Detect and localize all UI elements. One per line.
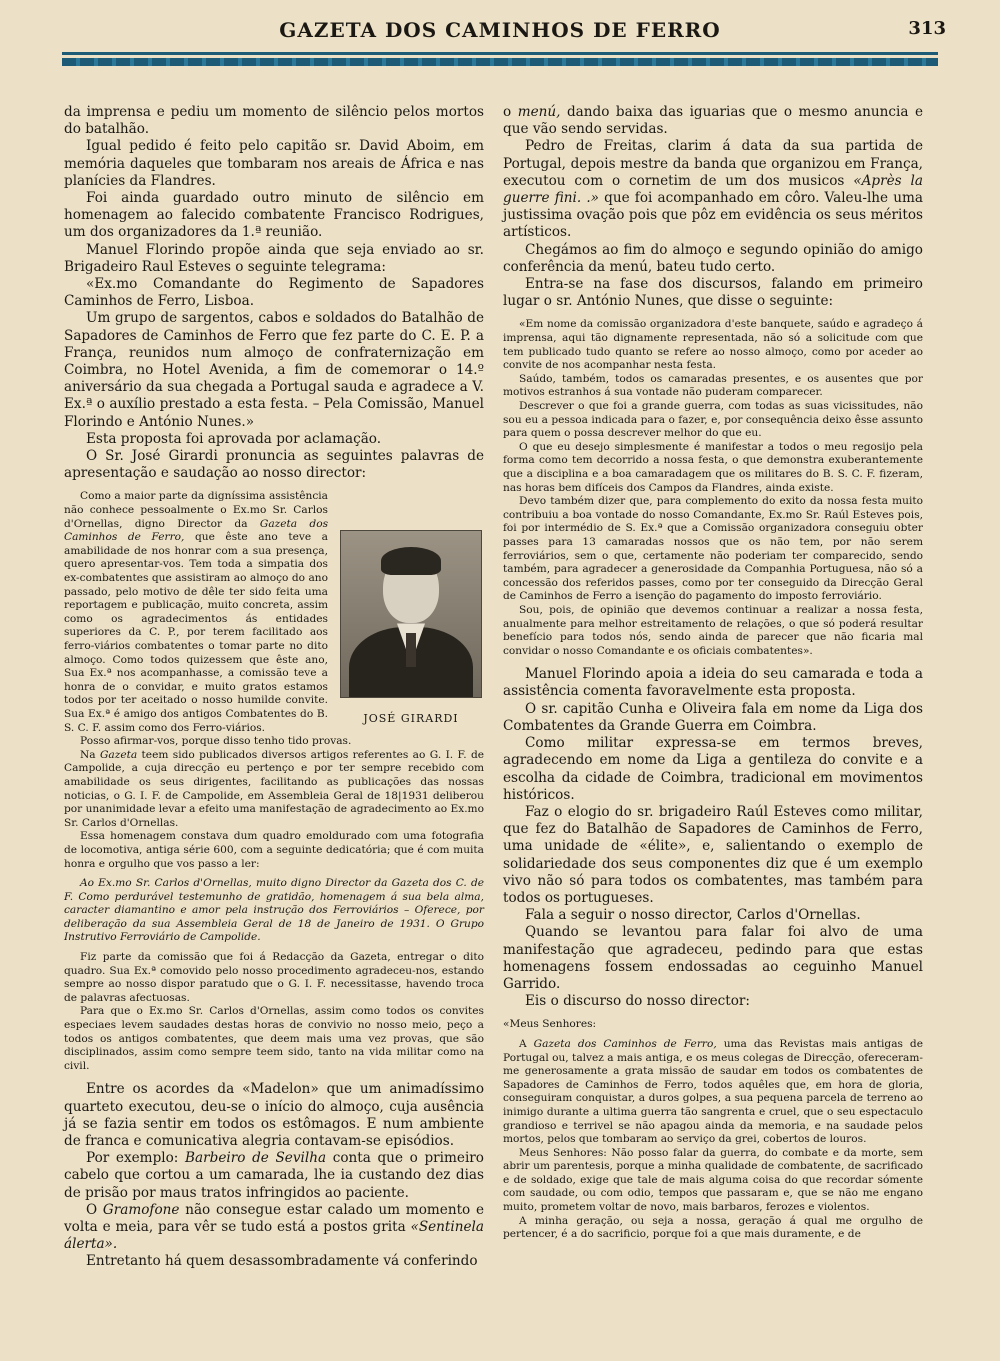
speech-paragraph: Posso afirmar-vos, porque disso tenho tido provas.	[80, 735, 352, 748]
speech-paragraph: Como a maior parte da digníssima assistência não conhece pessoalmente o Ex.mo Sr. Carlos d'Ornellas, digno Director da Gazeta dos Caminhos de Ferro, que êste ano teve a amabilidade de nos honrar com a sua presença, quero apresentar-vos. Tem toda a simpatia dos ex-combatentes que assistiram ao almoço do ano passado, pelo motivo de dêle ter sido feita uma reportagem e publicação, muito concreta, assim como os agradecimentos ás entidades superiores da C. P., por terem facilitado aos ferro-viários combatentes o tomar parte no dito almoço. Como todos quizessem que êste ano, Sua Ex.ª nos acompanhasse, a comissão teve a honra de o convidar, e muito gratos estamos todos por ter aceitado o nosso humilde convite. Sua Ex.ª é amigo dos antigos Combatentes do B. S. C. F. assim como dos Ferro-viários.	[64, 490, 329, 734]
speech-paragraph: Devo também dizer que, para complemento do exito da nossa festa muito contribuiu a boa vontade do nosso Comandante, Ex.mo Sr. Raúl Esteves pois, foi por intermédio de S. Ex.ª que a Comissão organizadora conseguiu obter passes para 13 camaradas nossos que os não tem, por não serem ferroviários, sem o que, certamente não poderiam ter comparecido, sendo também, para agradecer a generosidade da Companhia Portuguesa, não só a concessão dos referidos passes, como por ter conseguido da Direcção Geral de Caminhos de Ferro a isenção do pagamento do imposto ferroviário.	[503, 495, 923, 603]
girardi-speech	[64, 490, 484, 1073]
portrait-photo	[340, 530, 482, 698]
speech-paragraph: Sou, pois, de opinião que devemos continuar a realizar a nossa festa, anualmente para melhor estreitamento de relações, o que só poderá resultar benefício para todos nós, sendo ainda de parecer que não ficaria mal convidar o nosso Comandante e os oficiais combatentes».	[503, 603, 923, 657]
speech-paragraph: Meus Senhores: Não posso falar da guerra, do combate e da morte, sem abrir um parentesis, porque a minha qualidade de combatente, de sacrificado e de soldado, exige que tale de mais alguma coisa do que recordar sómente com saudade, ou com odio, tempos que passaram e, que se não me engano muito, prometem voltar de novo, mais barbaros, ferozes e violentos.	[503, 1146, 923, 1214]
journal-title: GAZETA DOS CAMINHOS DE FERRO	[279, 18, 721, 42]
paragraph: Eis o discurso do nosso director:	[525, 993, 750, 1010]
paragraph: Por exemplo: Barbeiro de Sevilha conta que o primeiro cabelo que cortou a um camarada, lhe ia custando dez dias de prisão por maus tratos infringidos ao paciente.	[64, 1150, 484, 1201]
speech-paragraph: Na Gazeta teem sido publicados diversos artigos referentes ao G. I. F. de Campolide, a cuja direcção eu pertenço e por ter sempre recebido com amabilidade os seus dirigentes, facilitando as publicações das nossas noticias, o G. I. F. de Campolide, em Assembleia Geral de 18|1931 deliberou por unanimidade levar a efeito uma manifestação de agradecimento ao Ex.mo Sr. Carlos d'Ornellas.	[64, 748, 484, 829]
paragraph: O Sr. José Girardi pronuncia as seguintes palavras de apresentação e saudação ao nosso director:	[64, 448, 484, 482]
speech-salutation: «Meus Senhores:	[503, 1018, 597, 1031]
page-number: 313	[908, 18, 946, 39]
paragraph: O Gramofone não consegue estar calado um momento e volta e meia, para vêr se tudo está a postos grita «Sentinela álerta».	[64, 1201, 485, 1253]
paragraph: da imprensa e pediu um momento de silêncio pelos mortos do batalhão.	[64, 104, 484, 138]
paragraph: Chegámos ao fim do almoço e segundo opinião do amigo conferência da menú, bateu tudo certo.	[503, 241, 923, 275]
nunes-speech	[503, 318, 923, 658]
paragraph: Como militar expressa-se em termos breves, agradecendo em nome da Liga a gentileza do convite e a escolha da cidade de Coimbra, tradicional em movimentos históricos.	[503, 735, 923, 803]
paragraph: Igual pedido é feito pelo capitão sr. David Aboim, em memória daqueles que tombaram nos areais de África e nas planícies da Flandres.	[64, 138, 484, 189]
header-rule-thick	[62, 58, 938, 66]
paragraph: Faz o elogio do sr. brigadeiro Raúl Esteves como militar, que fez do Batalhão de Sapadores de Caminhos de Ferro, uma unidade de «élite», e, salientando o exemplo de solidariedade dos seus componentes diz que é um exemplo vivo não só para todos os combatentes, mas também para todos os portugueses.	[503, 803, 923, 906]
ornellas-speech	[503, 1018, 923, 1242]
speech-paragraph: «Em nome da comissão organizadora d'este banquete, saúdo e agradeço á imprensa, aqui tão dignamente representada, não só a solicitude com que tem publicado tudo quanto se refere ao nosso almoço, como por aceder ao convite de nos acompanhar nesta festa.	[503, 318, 923, 372]
header-rule-thin	[62, 52, 938, 55]
speech-paragraph: Fiz parte da comissão que foi á Redacção da Gazeta, entregar o dito quadro. Sua Ex.ª comovido pelo nosso procedimento agradeceu-nos, estando sempre ao nosso dispor paratudo que o G. I. F. necessitasse, havendo troca de palavras afectuosas.	[64, 951, 484, 1004]
photo-caption: JOSÉ GIRARDI	[363, 712, 459, 726]
paragraph: Pedro de Freitas, clarim á data da sua partida de Portugal, depois mestre da banda que organizou em França, executou com o cornetim de um dos musicos «Après la guerre fini. .» que foi acompanhado em côro. Valeu-lhe uma justissima ovação pois que pôz em evidência os seus méritos artísticos.	[503, 138, 923, 241]
paragraph: Manuel Florindo apoia a ideia do seu camarada e toda a assistência comenta favoravelmente esta proposta.	[503, 666, 923, 700]
paragraph: Fala a seguir o nosso director, Carlos d'Ornellas.	[525, 907, 861, 924]
speech-paragraph: Essa homenagem constava dum quadro emoldurado com uma fotografia de locomotiva, antiga série 600, com a seguinte dedicatória; que é com muita honra e orgulho que vos passo a ler:	[64, 830, 484, 870]
paragraph: Entra-se na fase dos discursos, falando em primeiro lugar o sr. António Nunes, que disse o seguinte:	[503, 276, 923, 310]
dedication: Ao Ex.mo Sr. Carlos d'Ornellas, muito digno Director da Gazeta dos C. de F. Como perdurável testemunho de gratidão, homenagem á sua bela alma, caracter diamantino e amor pela instrução dos Ferroviários – Oferece, por deliberação da sua Assembleia Geral de 18 de Janeiro de 1931. O Grupo Instrutivo Ferroviário de Campolide.	[64, 877, 484, 944]
speech-paragraph: Saúdo, também, todos os camaradas presentes, e os ausentes que por motivos estranhos á sua vontade não puderam comparecer.	[503, 372, 923, 399]
paragraph: Foi ainda guardado outro minuto de silêncio em homenagem ao falecido combatente Francisco Rodrigues, um dos organizadores da 1.ª reunião.	[64, 190, 484, 241]
paragraph: Entretanto há quem desassombradamente vá conferindo	[86, 1253, 478, 1270]
paragraph: Quando se levantou para falar foi alvo de uma manifestação que agradeceu, pedindo para que estas homenagens fossem endossadas ao ceguinho Manuel Garrido.	[503, 924, 923, 992]
paragraph: Um grupo de sargentos, cabos e soldados do Batalhão de Sapadores de Caminhos de Ferro que fez parte do C. E. P. a França, reunidos num almoço de confraternização em Coimbra, no Hotel Avenida, a fim de comemorar o 14.º aniversário da sua chegada a Portugal sauda e agradece a V. Ex.ª o auxílio prestado a esta festa. – Pela Comissão, Manuel Florindo e António Nunes.»	[64, 310, 484, 430]
speech-paragraph: Para que o Ex.mo Sr. Carlos d'Ornellas, assim como todos os convites especiaes levem saudades destas horas de convivio no nosso meio, peço a todos os antigos combatentes, que deem mais uma vez provas, que são disciplinados, assim como sempre teem sido, tanto na vida militar como na civil.	[64, 1005, 484, 1072]
paragraph: «Ex.mo Comandante do Regimento de Sapadores Caminhos de Ferro, Lisboa.	[64, 276, 484, 310]
paragraph: O sr. capitão Cunha e Oliveira fala em nome da Liga dos Combatentes da Grande Guerra em Coimbra.	[503, 700, 923, 734]
paragraph: Manuel Florindo propõe ainda que seja enviado ao sr. Brigadeiro Raul Esteves o seguinte telegrama:	[64, 241, 484, 275]
speech-paragraph: Descrever o que foi a grande guerra, com todas as suas vicissitudes, não sou eu a pessoa indicada para o fazer, e, por consequência deixo êsse assunto para quem o possa descrever melhor do que eu.	[503, 400, 923, 440]
paragraph: o menú, dando baixa das iguarias que o mesmo anuncia e que vão sendo servidas.	[503, 104, 924, 138]
speech-paragraph: A minha geração, ou seja a nossa, geração á qual me orgulho de pertencer, é a do sacrificio, porque foi a que mais duramente, e de	[503, 1214, 923, 1241]
left-column	[64, 104, 484, 1271]
right-column	[503, 104, 923, 1250]
paragraph: Entre os acordes da «Madelon» que um animadíssimo quarteto executou, deu-se o início do almoço, cuja ausência já se fazia sentir em todos os estômagos. E num ambiente de franca e comunicativa alegria contavam-se episódios.	[64, 1081, 484, 1150]
paragraph: Esta proposta foi aprovada por aclamação.	[86, 430, 382, 447]
page-header	[60, 14, 946, 44]
speech-paragraph: A Gazeta dos Caminhos de Ferro, uma das Revistas mais antigas de Portugal ou, talvez a mais antiga, e os meus colegas de Direcção, ofereceram-me generosamente a grata missão de saudar em todos os combatentes de Sapadores de Caminhos de Ferro, todos aquêles que, em hora de gloria, conseguiram conquistar, a duros golpes, a sua pequena parcela de terreno ao inimigo durante a ultima guerra tão sangrenta e cruel, que o seu espectaculo grandioso e terrivel se não apagou ainda da memoria, e na saudade pelos mortos, pelos que tombaram ao serviço da grei, cobertos de louros.	[503, 1037, 923, 1146]
portrait-figure	[338, 530, 484, 726]
speech-paragraph: O que eu desejo simplesmente é manifestar a todos o meu regosijo pela forma como tem decorrido a nossa festa, o que demonstra exuberantemente que a disciplina e a boa camaradagem que os militares do B. S. C. F. fizeram, nas horas bem difíceis dos Campos da Flandres, ainda existe.	[503, 440, 923, 494]
